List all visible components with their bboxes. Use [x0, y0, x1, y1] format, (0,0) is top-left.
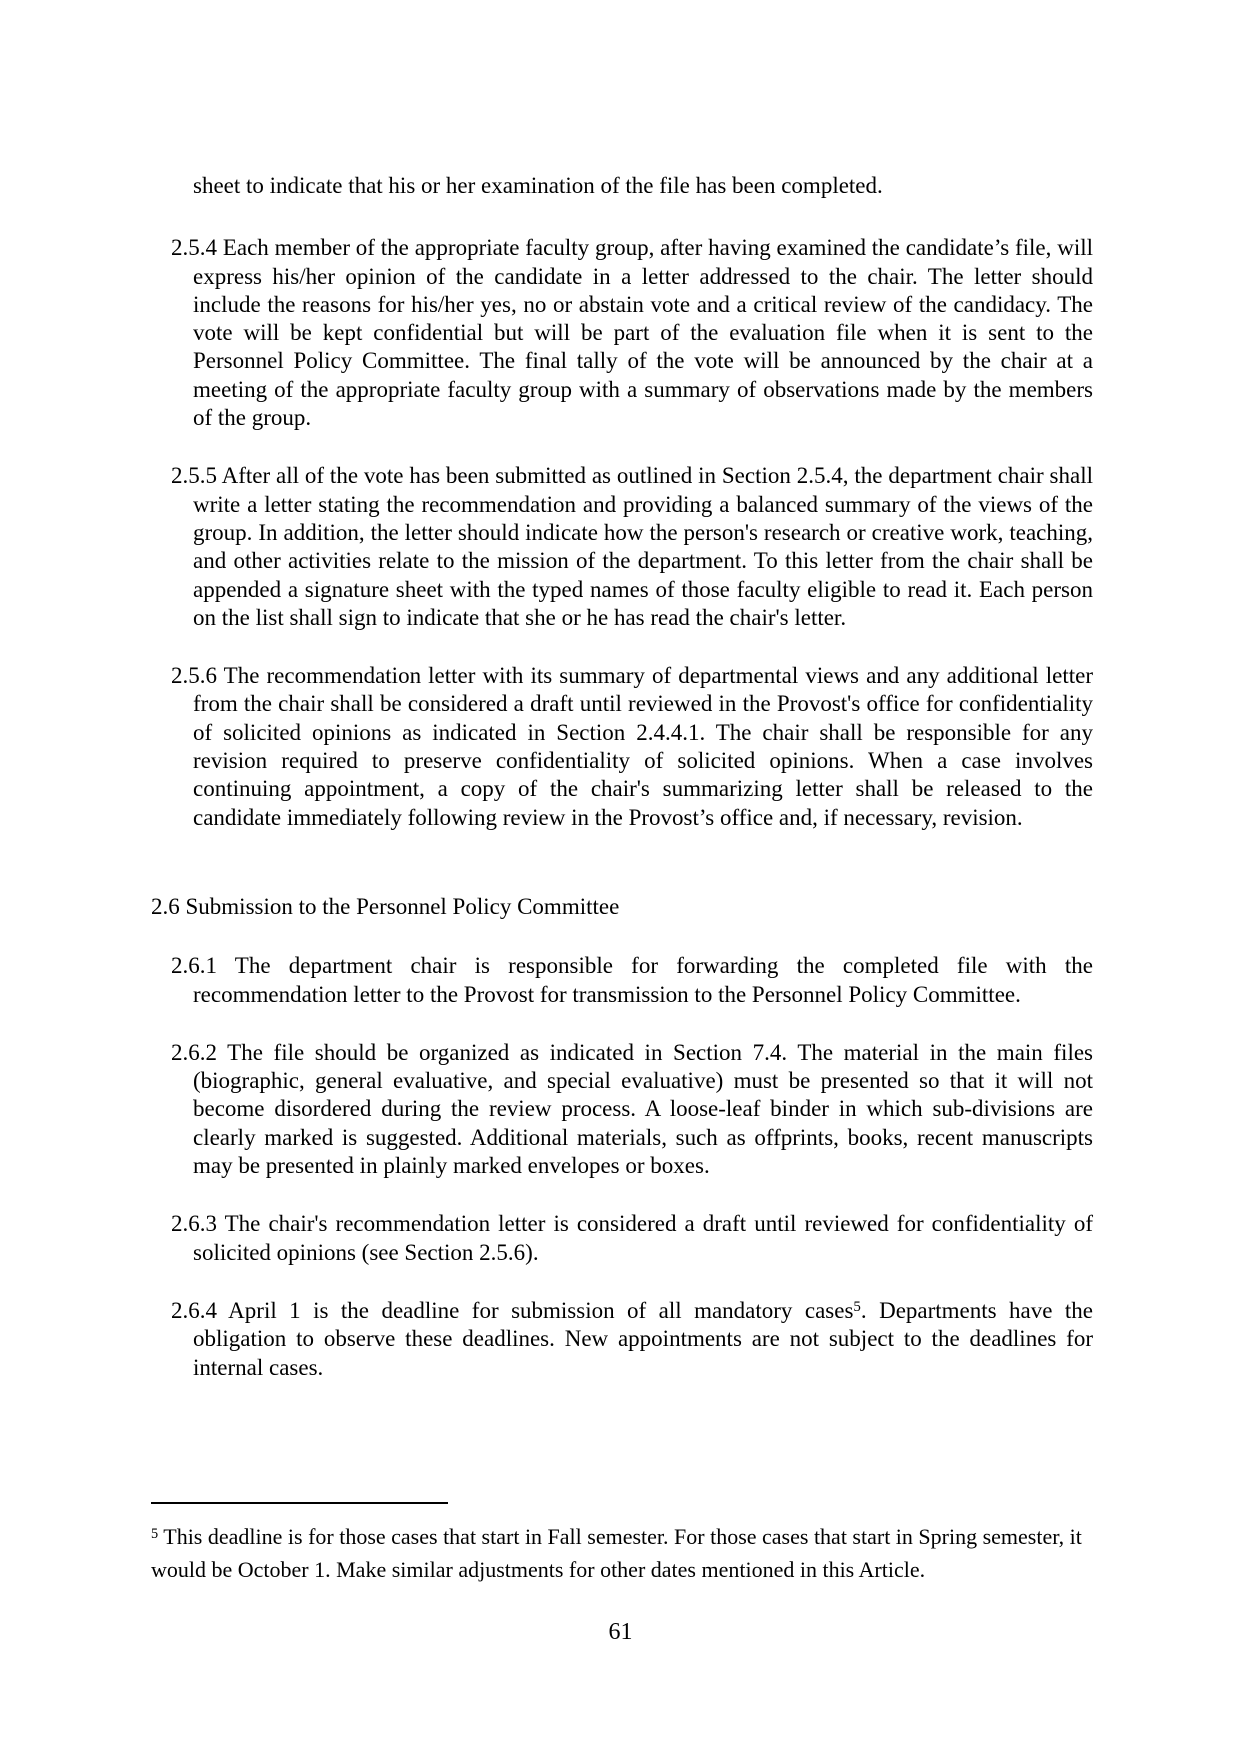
- paragraph-2-5-6: 2.5.6 The recommendation letter with its summary of departmental views and any additional letter from the chair shall be considered a draft until reviewed in the Provost's office for confidentiality of solicited opinions as indicated in Section 2.4.4.1. The chair shall be responsible for any revision required to preserve confidentiality of solicited opinions. When a case involves continuing appointment, a copy of the chair's summarizing letter shall be released to the candidate immediately following review in the Provost’s office and, if necessary, revision.: [171, 663, 1093, 830]
- paragraph-2-6-4-text-before-ref: 2.6.4 April 1 is the deadline for submission of all mandatory cases: [171, 1297, 854, 1323]
- section-heading-2-6: 2.6 Submission to the Personnel Policy Committee: [151, 893, 620, 919]
- page-number: 61: [608, 1619, 633, 1645]
- footnote-separator-rule: [151, 1502, 448, 1504]
- paragraph-2-5-5: 2.5.5 After all of the vote has been submitted as outlined in Section 2.5.4, the department chair shall write a letter stating the recommendation and providing a balanced summary of the views of the group. In addition, the letter should indicate how the person's research or creative work, teaching, and other activities relate to the mission of the department. To this letter from the chair shall be appended a signature sheet with the typed names of those faculty eligible to read it. Each person on the list shall sign to indicate that she or he has read the chair's letter.: [171, 463, 1093, 630]
- page-body: [151, 172, 1093, 1412]
- footnote-text: [151, 1520, 1091, 1586]
- paragraph-2-5-4: 2.5.4 Each member of the appropriate faculty group, after having examined the candidate’s file, will express his/her opinion of the candidate in a letter addressed to the chair. The letter should include the reasons for his/her yes, no or abstain vote and a critical review of the candidacy. The vote will be kept confidential but will be part of the evaluation file when it is sent to the Personnel Policy Committee. The final tally of the vote will be announced by the chair at a meeting of the appropriate faculty group with a summary of observations made by the members of the group.: [171, 235, 1093, 431]
- continuation-paragraph: sheet to indicate that his or her examination of the file has been completed.: [193, 173, 883, 198]
- footnote-marker-5: 5: [151, 1525, 159, 1542]
- paragraph-2-6-3: 2.6.3 The chair's recommendation letter is considered a draft until reviewed for confidentiality of solicited opinions (see Section 2.5.6).: [171, 1211, 1093, 1265]
- paragraph-2-6-4-text-after-ref: . Departments have the obligation to observe these deadlines. New appointments are not subject to the deadlines for internal cases.: [193, 1297, 1094, 1380]
- paragraph-2-6-4: [151, 1297, 1093, 1382]
- paragraph-2-6-1: 2.6.1 The department chair is responsible for forwarding the completed file with the recommendation letter to the Provost for transmission to the Personnel Policy Committee.: [171, 953, 1093, 1007]
- footnote-body-text: This deadline is for those cases that start in Fall semester. For those cases that start in Spring semester, it would be October 1. Make similar adjustments for other dates mentioned in this Article.: [151, 1524, 1082, 1582]
- footnote-block: [151, 1502, 1091, 1586]
- paragraph-2-6-2: 2.6.2 The file should be organized as indicated in Section 7.4. The material in the main files (biographic, general evaluative, and special evaluative) must be presented so that it will not become disordered during the review process. A loose-leaf binder in which sub-divisions are clearly marked is suggested. Additional materials, such as offprints, books, recent manuscripts may be presented in plainly marked envelopes or boxes.: [171, 1039, 1093, 1179]
- footnote-reference-5: 5: [853, 1299, 861, 1316]
